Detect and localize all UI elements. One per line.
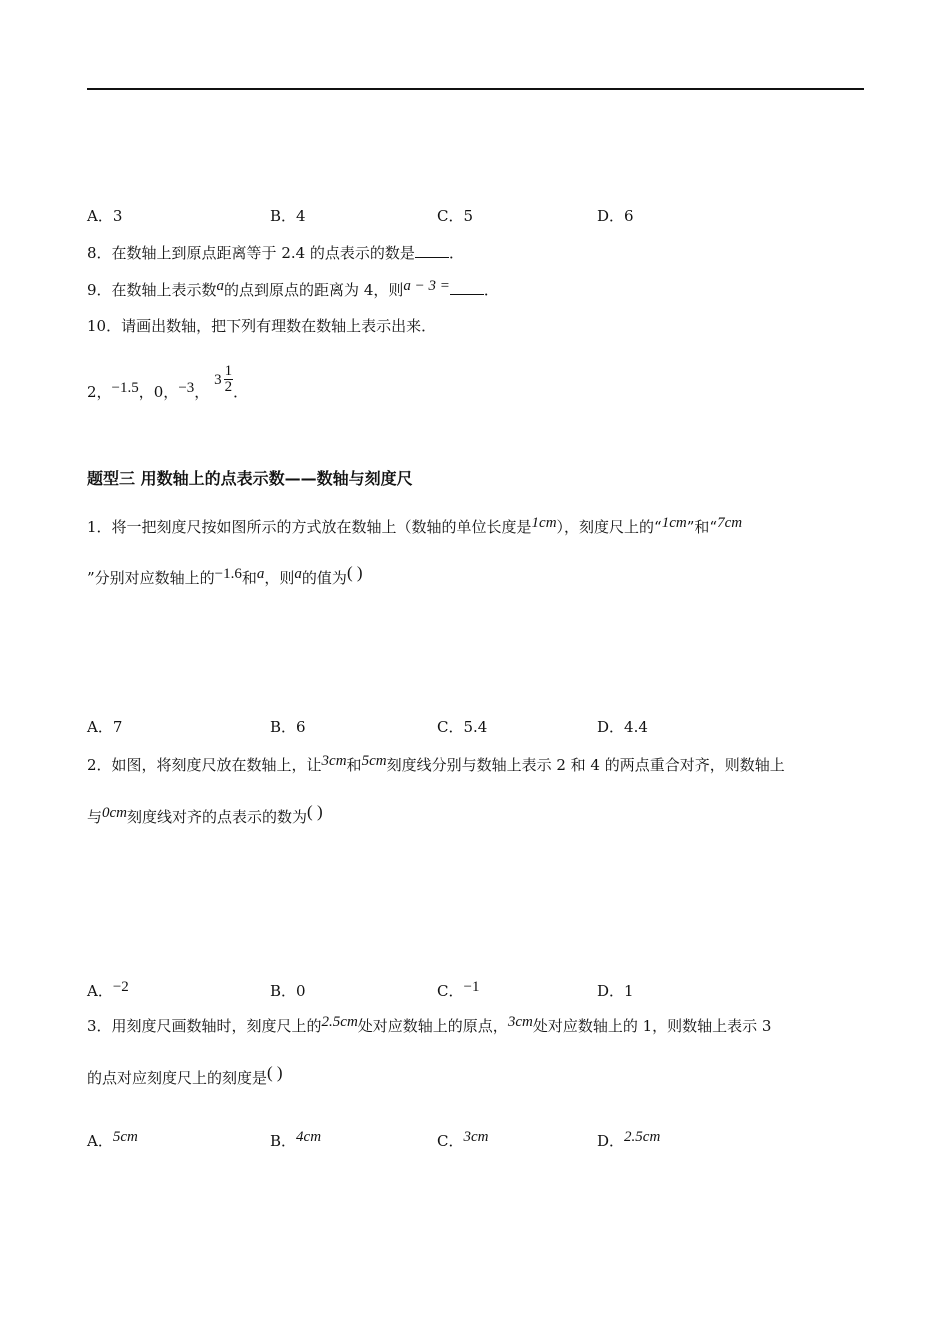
q9-part1: 9．在数轴上表示数 — [87, 281, 217, 299]
question-9 — [87, 280, 499, 301]
s3-option-a — [87, 1131, 138, 1152]
s2-text-a: 2．如图，将刻度尺放在数轴上，让 — [87, 756, 322, 774]
s3-option-a-label: A． — [87, 1132, 113, 1150]
unit-0cm: 0cm — [102, 805, 128, 821]
option-a: A．3 — [87, 207, 123, 225]
s3-option-b-label: B． — [270, 1132, 297, 1150]
s1-text-g: 的值为 — [301, 569, 347, 587]
option-d: D．6 — [597, 207, 634, 225]
answer-blank — [450, 280, 484, 295]
num-5: ， — [194, 382, 210, 401]
s3-option-b — [270, 1131, 321, 1152]
unit-3cm: 3cm — [507, 1014, 533, 1030]
s2-option-c-label: C． — [437, 982, 464, 1000]
question-8 — [87, 243, 464, 263]
unit-2-5cm: 2.5cm — [321, 1014, 358, 1030]
s2-line-1 — [87, 755, 785, 776]
question-10-numbers — [87, 363, 249, 409]
s1-option-a: A．7 — [87, 718, 123, 736]
s2-option-d: D．1 — [597, 982, 634, 1000]
num-end: ． — [233, 382, 249, 401]
s2-line-2 — [87, 802, 323, 828]
s1-option-d: D．4.4 — [597, 718, 648, 736]
s2-text-d: 与 — [87, 808, 103, 826]
s3-text-c: 处对应数轴上的 1，则数轴上表示 3 — [532, 1017, 772, 1035]
unit-7cm: 7cm — [717, 515, 743, 531]
value-neg-1-6: −1.6 — [214, 566, 242, 582]
question-8-end: ． — [448, 244, 464, 262]
s1-option-c: C．5.4 — [437, 718, 488, 736]
s2-option-a-value: −2 — [112, 979, 129, 995]
s1-text-a: 1．将一把刻度尺按如图所示的方式放在数轴上（数轴的单位长度是 — [87, 518, 532, 536]
variable-a-2: a — [294, 566, 302, 582]
option-b: B．4 — [270, 207, 306, 225]
frac-denominator: 2 — [224, 379, 233, 395]
s2-text-c: 刻度线分别与数轴上表示 2 和 4 的两点重合对齐，则数轴上 — [386, 756, 785, 774]
frac-numerator: 1 — [224, 363, 233, 379]
q9-end: ． — [483, 281, 499, 299]
s3-option-b-value: 4cm — [296, 1129, 322, 1145]
s3-option-c-value: 3cm — [463, 1129, 489, 1145]
s3-line-1 — [87, 1016, 771, 1037]
s2-option-a-label: A． — [87, 982, 113, 1000]
s2-option-c — [437, 981, 479, 1002]
s2-option-c-value: −1 — [463, 979, 480, 995]
s1-option-b: B．6 — [270, 718, 306, 736]
answer-parens: ( ) — [307, 802, 323, 821]
answer-parens: ( ) — [346, 563, 363, 582]
s1-text-f: ，则 — [264, 569, 295, 587]
s2-text-e: 刻度线对齐的点表示的数为 — [127, 808, 308, 826]
s3-line-2 — [87, 1063, 283, 1088]
unit-1cm-b: 1cm — [661, 515, 687, 531]
s3-text-b: 处对应数轴上的原点， — [357, 1017, 508, 1035]
s1-line-1 — [87, 517, 742, 538]
variable-a: a — [256, 566, 265, 582]
num-2: −1.5 — [111, 379, 139, 396]
mixed-fraction — [214, 364, 233, 395]
answer-blank — [415, 243, 449, 258]
answer-parens: ( ) — [267, 1063, 283, 1082]
s1-text-c: ”和“ — [686, 518, 718, 536]
s3-option-d-value: 2.5cm — [624, 1129, 661, 1145]
s2-text-b: 和 — [346, 756, 362, 774]
s1-text-d: ”分别对应数轴上的 — [87, 569, 215, 587]
q9-part2: 的点到原点的距离为 4，则 — [224, 281, 404, 299]
question-10: 10．请画出数轴，把下列有理数在数轴上表示出来． — [87, 317, 437, 335]
header-rule — [87, 88, 864, 90]
num-3: ，0， — [138, 382, 179, 401]
s2-option-b: B．0 — [270, 982, 306, 1000]
s3-option-d-label: D． — [597, 1132, 625, 1150]
s3-option-c — [437, 1131, 488, 1152]
unit-5cm: 5cm — [361, 753, 387, 769]
section-heading: 题型三 用数轴上的点表示数——数轴与刻度尺 — [87, 469, 413, 488]
option-c: C．5 — [437, 207, 474, 225]
s3-text-d: 的点对应刻度尺上的刻度是 — [87, 1069, 268, 1087]
s1-text-e: 和 — [241, 569, 257, 587]
s2-option-a — [87, 981, 129, 1002]
unit-1cm: 1cm — [531, 515, 557, 531]
s1-line-2 — [87, 563, 363, 589]
s3-text-a: 3．用刻度尺画数轴时，刻度尺上的 — [87, 1017, 322, 1035]
math-expression: a − 3 = — [403, 278, 450, 294]
unit-3cm: 3cm — [321, 753, 347, 769]
variable-a: a — [216, 278, 225, 294]
s3-option-a-value: 5cm — [112, 1129, 138, 1145]
num-1: 2， — [87, 382, 112, 401]
s3-option-c-label: C． — [437, 1132, 464, 1150]
s3-option-d — [597, 1131, 660, 1152]
s1-text-b: ），刻度尺上的“ — [556, 518, 662, 536]
frac-whole: 3 — [214, 371, 222, 388]
num-4: −3 — [178, 379, 195, 396]
question-8-text: 8．在数轴上到原点距离等于 2.4 的点表示的数是 — [87, 244, 415, 262]
